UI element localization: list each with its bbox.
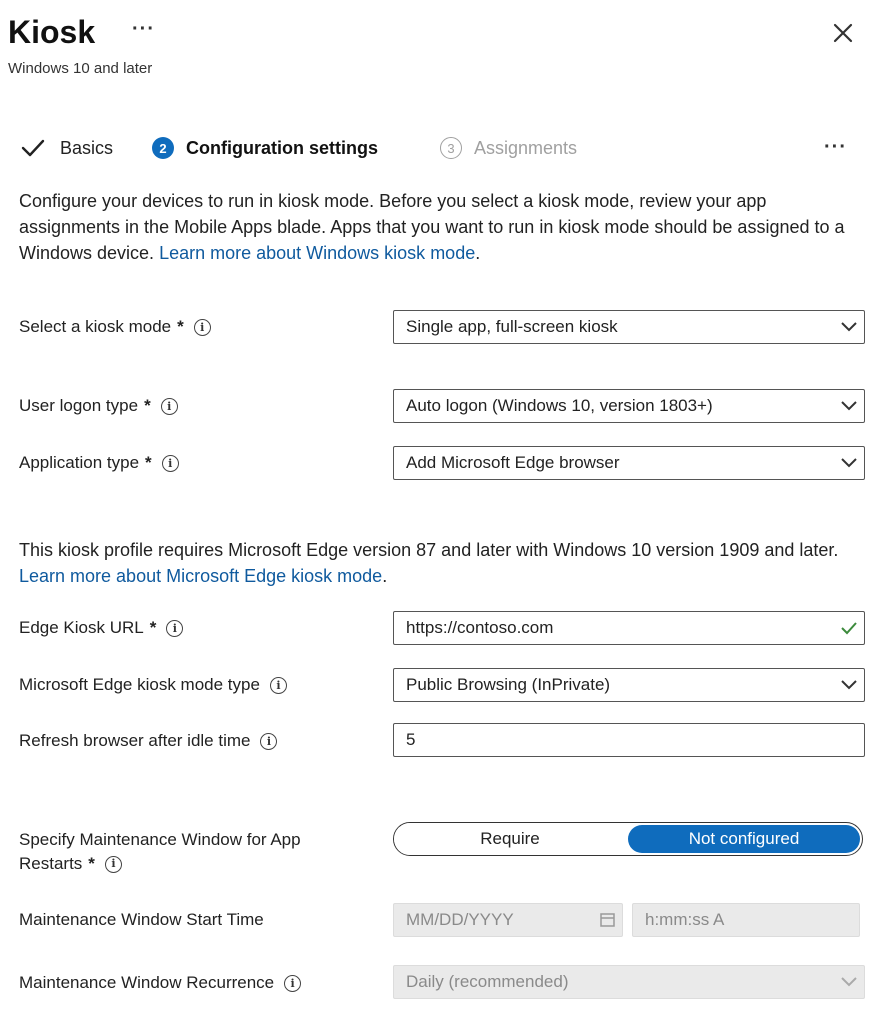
- step-number-badge: 3: [440, 137, 462, 159]
- step-config-label: Configuration settings: [186, 137, 378, 158]
- edge-mode-type-label: Microsoft Edge kiosk mode type i: [19, 675, 287, 695]
- kiosk-mode-label: Select a kiosk mode * i: [19, 317, 211, 337]
- page-title: Kiosk: [8, 14, 96, 50]
- kiosk-mode-dropdown[interactable]: [393, 310, 865, 344]
- chevron-down-icon: [834, 972, 864, 992]
- required-marker: *: [145, 453, 152, 472]
- chevron-down-icon: [834, 675, 864, 695]
- learn-more-kiosk-link[interactable]: Learn more about Windows kiosk mode: [159, 243, 476, 263]
- learn-more-edge-link[interactable]: Learn more about Microsoft Edge kiosk mode: [19, 566, 383, 586]
- app-type-value: Add Microsoft Edge browser: [406, 453, 620, 472]
- step-assignments[interactable]: [440, 134, 577, 162]
- required-marker: *: [144, 396, 151, 415]
- maintenance-start-time[interactable]: [632, 903, 860, 937]
- maintenance-window-label: Specify Maintenance Window for App Restarts * i: [19, 828, 301, 876]
- refresh-idle-value: 5: [406, 730, 416, 749]
- kiosk-mode-value: Single app, full-screen kiosk: [406, 317, 618, 336]
- info-icon[interactable]: i: [270, 677, 287, 694]
- step-basics-label: Basics: [60, 137, 114, 158]
- step-configuration-settings[interactable]: [152, 134, 378, 162]
- edge-url-label: Edge Kiosk URL * i: [19, 618, 183, 638]
- info-icon[interactable]: i: [284, 975, 301, 992]
- toggle-option-require[interactable]: Require: [394, 823, 626, 855]
- maintenance-recurrence-dropdown[interactable]: [393, 965, 865, 999]
- info-icon[interactable]: i: [260, 733, 277, 750]
- date-placeholder: MM/DD/YYYY: [406, 910, 514, 929]
- info-icon[interactable]: i: [105, 856, 122, 873]
- edge-url-input[interactable]: [393, 611, 865, 645]
- required-marker: *: [88, 854, 95, 873]
- more-steps-icon[interactable]: ···: [824, 136, 847, 158]
- maintenance-window-toggle[interactable]: [393, 822, 863, 856]
- time-placeholder: h:mm:ss A: [645, 910, 725, 929]
- chevron-down-icon: [834, 317, 864, 337]
- calendar-icon: [592, 910, 622, 930]
- step-basics[interactable]: [20, 134, 113, 162]
- refresh-idle-input[interactable]: [393, 723, 865, 757]
- edge-url-value: https://contoso.com: [406, 618, 554, 637]
- chevron-down-icon: [834, 453, 864, 473]
- page-subtitle: Windows 10 and later: [8, 60, 153, 77]
- step-assign-label: Assignments: [474, 137, 578, 158]
- required-marker: *: [149, 618, 157, 637]
- edge-mode-type-value: Public Browsing (InPrivate): [406, 675, 611, 694]
- info-icon[interactable]: i: [194, 319, 211, 336]
- info-icon[interactable]: i: [161, 398, 178, 415]
- close-icon[interactable]: [830, 20, 856, 46]
- checkmark-icon: [20, 137, 46, 159]
- logon-type-dropdown[interactable]: [393, 389, 865, 423]
- info-icon[interactable]: i: [162, 455, 179, 472]
- intro-text: Configure your devices to run in kiosk mode. Before you select a kiosk mode, review your app assignments in the Mobile Apps blade. Apps that you want to run in kiosk mode should be assigned to a Windows device. Learn more about Windows kiosk mode.: [19, 191, 845, 263]
- app-type-label: Application type * i: [19, 453, 179, 473]
- logon-type-value: Auto logon (Windows 10, version 1803+): [406, 396, 713, 415]
- maintenance-recurrence-label: Maintenance Window Recurrence i: [19, 973, 301, 993]
- maintenance-start-date[interactable]: [393, 903, 623, 937]
- app-type-dropdown[interactable]: [393, 446, 865, 480]
- toggle-option-not-configured[interactable]: Not configured: [628, 825, 860, 853]
- edge-requirement-text: This kiosk profile requires Microsoft Edge version 87 and later with Windows 10 version 1909 and later. Learn more about Microsoft Edge kiosk mode.: [19, 540, 839, 586]
- valid-check-icon: [834, 618, 864, 638]
- maintenance-start-label: Maintenance Window Start Time: [19, 910, 264, 929]
- logon-type-label: User logon type * i: [19, 396, 178, 416]
- maintenance-recurrence-value: Daily (recommended): [406, 972, 569, 991]
- step-number-badge: 2: [152, 137, 174, 159]
- required-marker: *: [177, 317, 184, 336]
- refresh-idle-label: Refresh browser after idle time i: [19, 731, 277, 751]
- more-options-icon[interactable]: ···: [132, 18, 155, 40]
- chevron-down-icon: [834, 396, 864, 416]
- edge-mode-type-dropdown[interactable]: [393, 668, 865, 702]
- info-icon[interactable]: i: [166, 620, 183, 637]
